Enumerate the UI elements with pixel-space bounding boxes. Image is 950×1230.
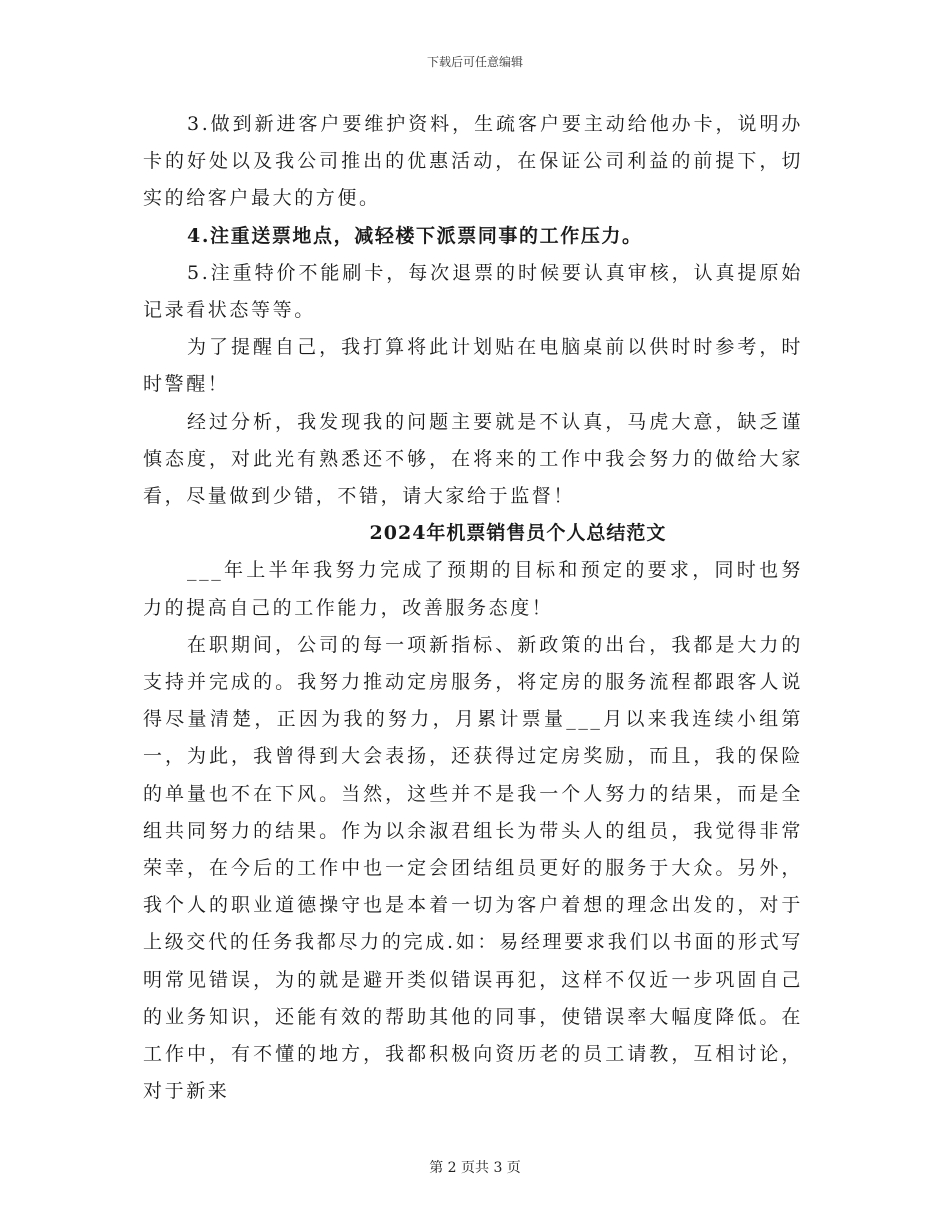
paragraph-item-4: 4.注重送票地点，减轻楼下派票同事的工作压力。: [187, 224, 643, 247]
paragraph-item-5: 5.注重特价不能刷卡，每次退票的时候要认真审核，认真提原始记录看状态等等。: [143, 261, 803, 322]
paragraph-intro: ___年上半年我努力完成了预期的目标和预定的要求，同时也努力的提高自己的工作能力，改善服务态度！: [143, 559, 803, 619]
page-footer: 第 2 页共 3 页: [429, 1160, 521, 1176]
paragraph-analysis: 经过分析，我发现我的问题主要就是不认真，马虎大意，缺乏谨慎态度，对此光有熟悉还不够，在将来的工作中我会努力的做给大家看，尽量做到少错，不错，请大家给于监督！: [143, 410, 803, 508]
document-body: [143, 106, 803, 1110]
section-title: 2024年机票销售员个人总结范文: [369, 522, 667, 545]
paragraph-body: 在职期间，公司的每一项新指标、新政策的出台，我都是大力的支持并完成的。我努力推动定房服务，将定房的服务流程都跟客人说得尽量清楚，正因为我的努力，月累计票量___月以来我连续小组第一，为此，我曾得到大会表扬，还获得过定房奖励，而且，我的保险的单量也不在下风。当然，这些并不是我一个人努力的结果，而是全组共同努力的结果。作为以余淑君组长为带头人的组员，我觉得非常荣幸，在今后的工作中也一定会团结组员更好的服务于大众。另外，我个人的职业道德操守也是本着一切为客户着想的理念出发的，对于上级交代的任务我都尽力的完成.如：易经理要求我们以书面的形式写明常见错误，为的就是避开类似错误再犯，这样不仅近一步巩固自己的业务知识，还能有效的帮助其他的同事，使错误率大幅度降低。在工作中，有不懂的地方，我都积极向资历老的员工请教，互相讨论，对于新来: [143, 633, 803, 1103]
paragraph-reminder: 为了提醒自己，我打算将此计划贴在电脑桌前以供时时参考，时时警醒！: [143, 336, 803, 396]
paragraph-item-3: 3.做到新进客户要维护资料，生疏客户要主动给他办卡，说明办卡的好处以及我公司推出的优惠活动，在保证公司利益的前提下，切实的给客户最大的方便。: [143, 113, 803, 210]
page-header: 下载后可任意编辑: [426, 55, 523, 69]
